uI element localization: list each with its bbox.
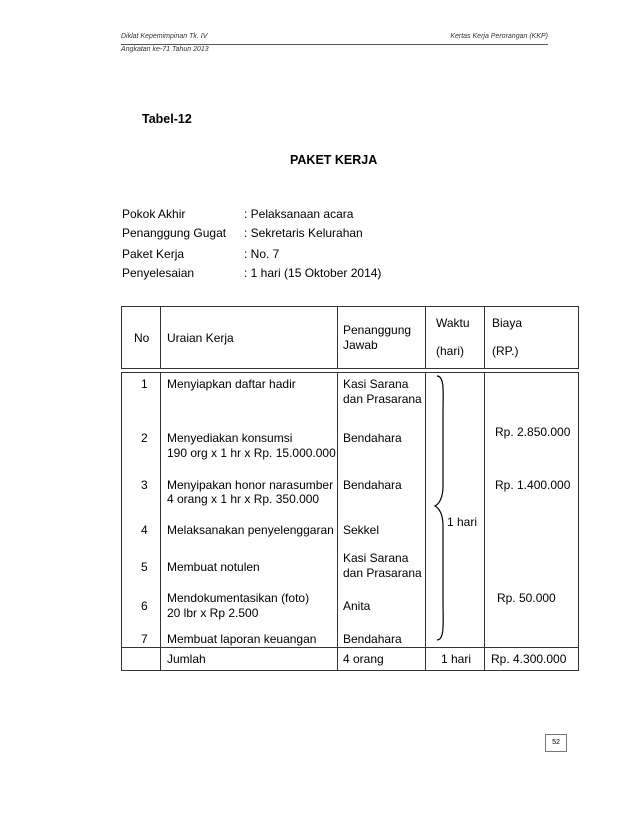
info-label-penyelesaian: Penyelesaian [122, 266, 195, 280]
row2-pj: Bendahara [343, 431, 402, 445]
header-left-line2: Angkatan ke-71 Tahun 2013 [121, 46, 209, 53]
info-label-pokok: Pokok Akhir [122, 207, 186, 221]
col-header-biaya-line2: (RP.) [492, 344, 519, 358]
total-biaya: Rp. 4.300.000 [491, 652, 567, 666]
total-row-divider [121, 647, 579, 648]
info-label-paket: Paket Kerja [122, 247, 185, 261]
total-pj: 4 orang [343, 652, 384, 666]
row2-biaya: Rp. 2.850.000 [495, 425, 571, 439]
col-header-waktu-line1: Waktu [436, 316, 470, 330]
col-header-pj-line2: Jawab [343, 338, 378, 352]
row3-uraian-line1: Menyipakan honor narasumber [167, 478, 334, 492]
row4-pj: Sekkel [343, 523, 380, 537]
waktu-brace [429, 374, 449, 644]
row2-no: 2 [141, 431, 148, 445]
info-value-pokok: : Pelaksanaan acara [244, 207, 354, 221]
row3-pj: Bendahara [343, 478, 402, 492]
waktu-merged-value: 1 hari [447, 515, 478, 529]
table-border-left [121, 306, 122, 671]
table-border-top [121, 306, 579, 307]
row3-uraian-line2: 4 orang x 1 hr x Rp. 350.000 [167, 492, 320, 506]
row6-uraian-line1: Mendokumentasikan (foto) [167, 591, 310, 605]
row4-no: 4 [141, 523, 148, 537]
row3-biaya: Rp. 1.400.000 [495, 478, 571, 492]
row1-pj-line2: dan Prasarana [343, 392, 422, 406]
row1-no: 1 [141, 377, 148, 391]
row6-biaya: Rp. 50.000 [497, 591, 556, 605]
info-value-penyelesaian: : 1 hari (15 Oktober 2014) [244, 266, 382, 280]
row2-uraian-line1: Menyediakan konsumsi [167, 431, 293, 445]
col-header-uraian: Uraian Kerja [167, 331, 234, 345]
row5-uraian: Membuat notulen [167, 560, 260, 574]
col-header-waktu-line2: (hari) [436, 344, 465, 358]
header-right: Kertas Kerja Perorangan (KKP) [450, 33, 548, 40]
col-divider-waktu [484, 306, 485, 671]
row7-pj: Bendahara [343, 632, 402, 646]
col-divider-pj [425, 306, 426, 671]
row1-pj-line1: Kasi Sarana [343, 377, 409, 391]
col-divider-uraian [337, 306, 338, 671]
row4-uraian: Melaksanakan penyelenggaran [167, 523, 334, 537]
row5-pj-line2: dan Prasarana [343, 566, 422, 580]
row7-uraian: Membuat laporan keuangan [167, 632, 317, 646]
row6-uraian-line2: 20 lbr x Rp 2.500 [167, 606, 259, 620]
row5-no: 5 [141, 560, 148, 574]
col-divider-no [160, 306, 161, 671]
col-header-pj-line1: Penanggung [343, 323, 412, 337]
row5-pj-line1: Kasi Sarana [343, 551, 409, 565]
row2-uraian-line2: 190 org x 1 hr x Rp. 15.000.000 [167, 446, 336, 460]
work-package-table [121, 306, 579, 671]
row1-uraian: Menyiapkan daftar hadir [167, 377, 296, 391]
table-label: Tabel-12 [142, 112, 192, 126]
total-waktu: 1 hari [441, 652, 472, 666]
header-row-divider [121, 368, 579, 373]
info-label-gugat: Penanggung Gugat [122, 226, 227, 240]
total-label: Jumlah [167, 652, 206, 666]
row6-no: 6 [141, 599, 148, 613]
table-border-bottom [121, 670, 579, 671]
row3-no: 3 [141, 478, 148, 492]
page-title: PAKET KERJA [290, 153, 378, 167]
table-border-right [578, 306, 579, 671]
header-left-line1: Diklat Kepemimpinan Tk. IV [121, 33, 208, 40]
col-header-biaya-line1: Biaya [492, 316, 523, 330]
row7-no: 7 [141, 632, 148, 646]
header-divider [121, 44, 548, 45]
col-header-no: No [134, 331, 150, 345]
info-value-paket: : No. 7 [244, 247, 280, 261]
row6-pj: Anita [343, 599, 371, 613]
page-number: 52 [545, 734, 567, 752]
info-value-gugat: : Sekretaris Kelurahan [244, 226, 363, 240]
